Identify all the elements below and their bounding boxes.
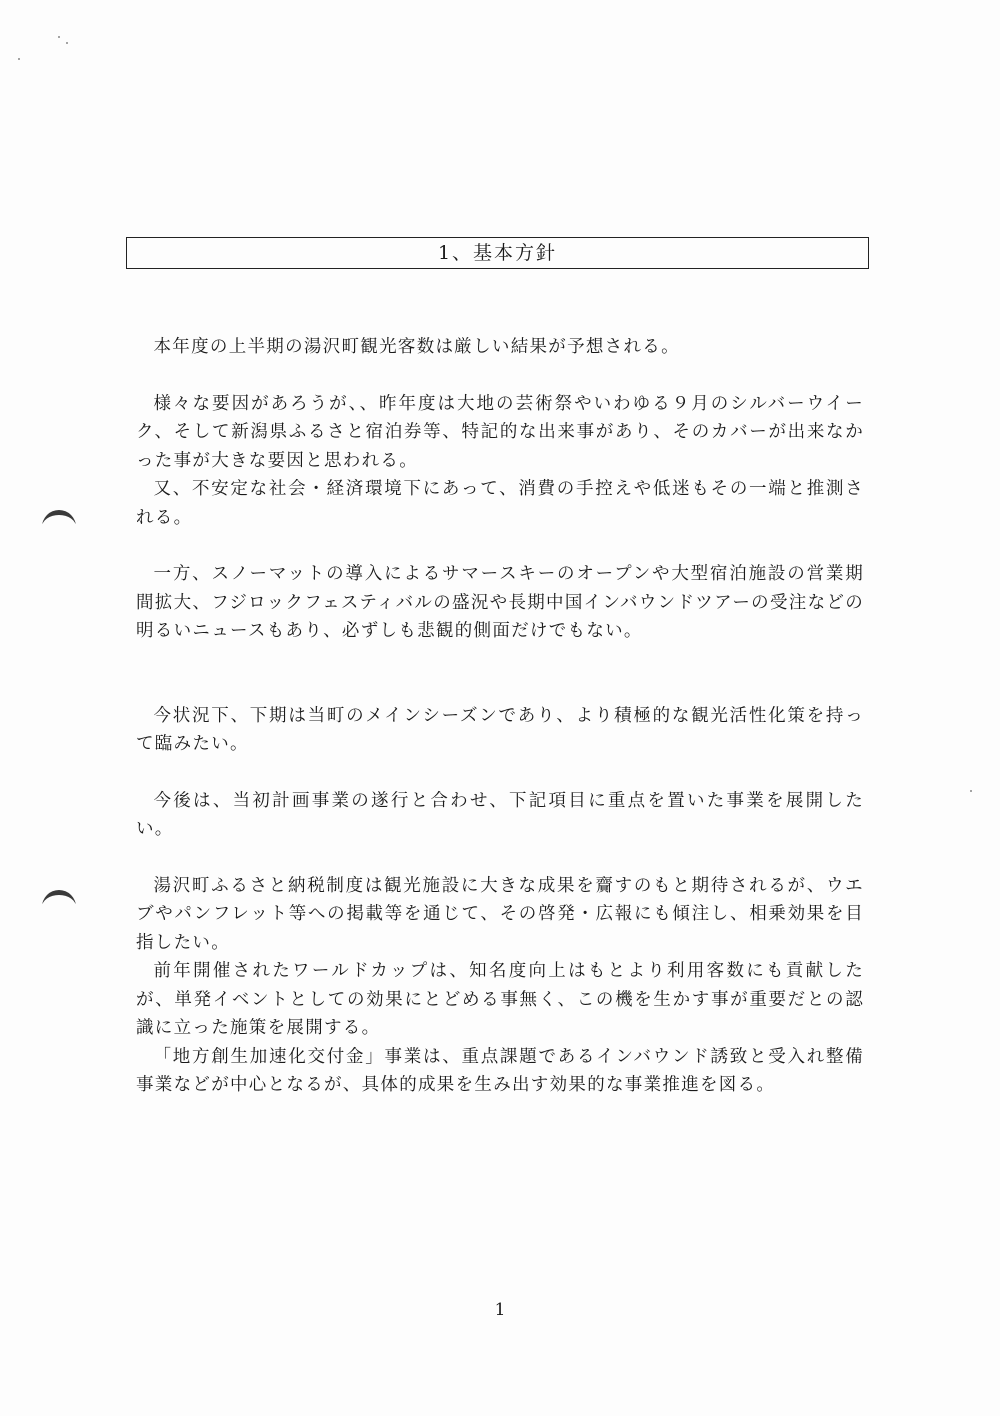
paragraph: 又、不安定な社会・経済環境下にあって、消費の手控えや低迷もその一端と推測される。	[136, 479, 864, 528]
paragraph: 「地方創生加速化交付金」事業は、重点課題であるインバウンド誘致と受入れ整備事業などが中心となるが、具体的成果を生み出す効果的な事業推進を図る。	[136, 1046, 864, 1095]
body-text	[136, 333, 864, 1100]
paragraph: 今状況下、下期は当町のメインシーズンであり、より積極的な観光活性化策を持って臨みたい。	[136, 705, 864, 754]
scan-speck	[18, 58, 20, 60]
paragraph: 今後は、当初計画事業の遂行と合わせ、下記項目に重点を置いた事業を展開したい。	[136, 790, 864, 839]
section-title: 1、基本方針	[437, 242, 558, 264]
scan-speck	[970, 790, 972, 792]
section-heading	[126, 237, 869, 269]
scan-speck	[58, 36, 60, 38]
paragraph: 湯沢町ふるさと納税制度は観光施設に大きな成果を齎すのもと期待されるが、ウエブやパンフレット等への掲載等を通じて、その啓発・広報にも傾注し、相乗効果を目指したい。	[136, 875, 864, 953]
page-number: 1	[494, 1300, 506, 1320]
paragraph: 前年開催されたワールドカップは、知名度向上はもとより利用客数にも貢献したが、単発イベントとしての効果にとどめる事無く、この機を生かす事が重要だとの認識に立った施策を展開する。	[136, 961, 864, 1038]
punch-hole-mark	[42, 510, 76, 544]
punch-hole-mark	[42, 890, 76, 924]
paragraph: 本年度の上半期の湯沢町観光客数は厳しい結果が予想される。	[153, 337, 680, 357]
scan-speck	[66, 42, 68, 44]
paragraph: 一方、スノーマットの導入によるサマースキーのオープンや大型宿泊施設の営業期間拡大、フジロックフェスティバルの盛況や長期中国インバウンドツアーの受注などの明るいニュースもあり、必ずしも悲観的側面だけでもない。	[136, 564, 864, 641]
paragraph: 様々な要因があろうが、、昨年度は大地の芸術祭やいわゆる９月のシルバーウイーク、そして新潟県ふるさと宿泊券等、特記的な出来事があり、そのカバーが出来なかった事が大きな要因と思われる。	[136, 393, 864, 471]
